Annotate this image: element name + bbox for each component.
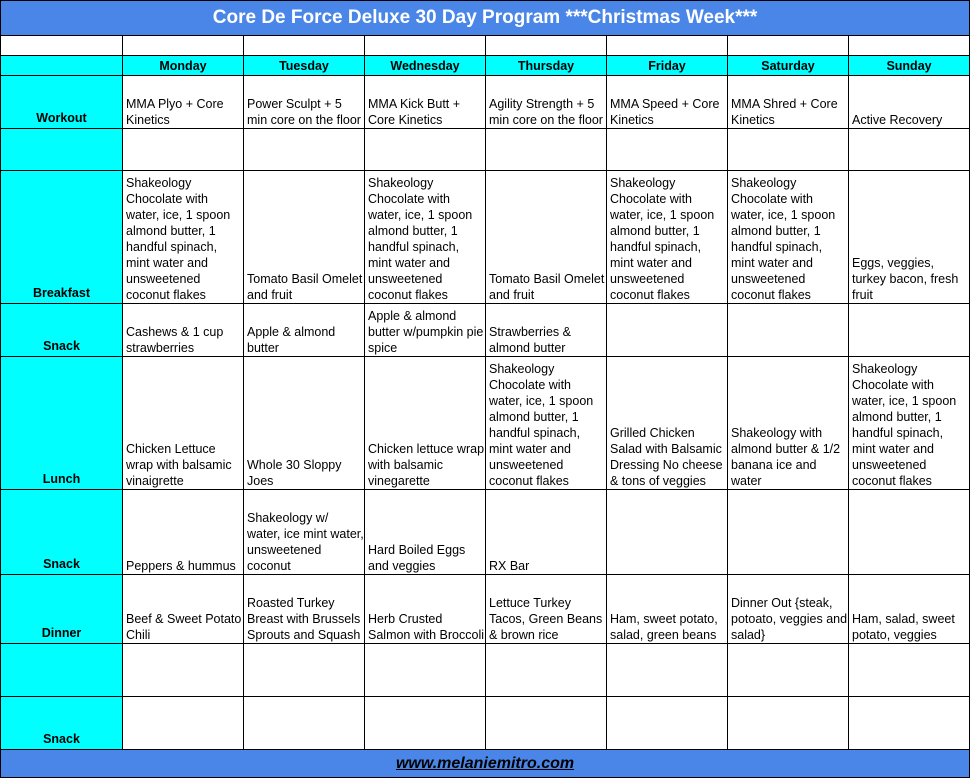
- cell-breakfast-tuesday[interactable]: Tomato Basil Omelet and fruit: [244, 171, 365, 304]
- cell-breakfast-monday[interactable]: Shakeology Chocolate with water, ice, 1 spoon almond butter, 1 handful spinach, mint water and unsweetened coconut flakes: [123, 171, 244, 304]
- day-header-thursday[interactable]: Thursday: [486, 56, 607, 76]
- cell-empty[interactable]: [244, 36, 365, 56]
- cell-blank-saturday[interactable]: [728, 129, 849, 171]
- cell-breakfast-saturday[interactable]: Shakeology Chocolate with water, ice, 1 spoon almond butter, 1 handful spinach, mint water and unsweetened coconut flakes: [728, 171, 849, 304]
- cell-lunch-tuesday[interactable]: Whole 30 Sloppy Joes: [244, 357, 365, 490]
- cell-dinner-tuesday[interactable]: Roasted Turkey Breast with Brussels Sprouts and Squash: [244, 575, 365, 644]
- cell-blank2-sunday[interactable]: [849, 644, 970, 697]
- cell-workout-tuesday[interactable]: Power Sculpt + 5 min core on the floor: [244, 76, 365, 129]
- cell-blank-thursday[interactable]: [486, 129, 607, 171]
- cell-lunch-wednesday[interactable]: Chicken lettuce wrap with balsamic vinegarette: [365, 357, 486, 490]
- cell-blank-monday[interactable]: [123, 129, 244, 171]
- row-label-snack[interactable]: Snack: [1, 304, 123, 357]
- cell-blank-tuesday[interactable]: [244, 129, 365, 171]
- cell-snack2-tuesday[interactable]: Shakeology w/ water, ice mint water, unsweetened coconut: [244, 490, 365, 575]
- cell-snack2-wednesday[interactable]: Hard Boiled Eggs and veggies: [365, 490, 486, 575]
- footer-cell[interactable]: [1, 750, 970, 778]
- row-label-snack[interactable]: Snack: [1, 490, 123, 575]
- day-header-row: [1, 56, 970, 76]
- cell-snack3-friday[interactable]: [607, 697, 728, 750]
- cell-lunch-thursday[interactable]: Shakeology Chocolate with water, ice, 1 spoon almond butter, 1 handful spinach, mint water and unsweetened coconut flakes: [486, 357, 607, 490]
- day-header-wednesday[interactable]: Wednesday: [365, 56, 486, 76]
- cell-blank2-friday[interactable]: [607, 644, 728, 697]
- cell-snack2-saturday[interactable]: [728, 490, 849, 575]
- website-link[interactable]: www.melaniemitro.com: [395, 754, 575, 772]
- cell-lunch-saturday[interactable]: Shakeology with almond butter & 1/2 banana ice and water: [728, 357, 849, 490]
- cell-snack2-monday[interactable]: Peppers & hummus: [123, 490, 244, 575]
- cell-snack3-thursday[interactable]: [486, 697, 607, 750]
- row-dinner: [1, 575, 970, 644]
- day-header-saturday[interactable]: Saturday: [728, 56, 849, 76]
- cell-blank2-tuesday[interactable]: [244, 644, 365, 697]
- cell-empty[interactable]: [849, 36, 970, 56]
- footer-row: [1, 750, 970, 778]
- row-label-breakfast[interactable]: Breakfast: [1, 171, 123, 304]
- row-label-workout[interactable]: Workout: [1, 76, 123, 129]
- cell-empty[interactable]: [607, 36, 728, 56]
- row-breakfast: [1, 171, 970, 304]
- cell-snack1-monday[interactable]: Cashews & 1 cup strawberries: [123, 304, 244, 357]
- cell-workout-thursday[interactable]: Agility Strength + 5 min core on the floor: [486, 76, 607, 129]
- row-snack-3: [1, 697, 970, 750]
- cell-snack1-sunday[interactable]: [849, 304, 970, 357]
- cell-blank2-thursday[interactable]: [486, 644, 607, 697]
- cell-dinner-sunday[interactable]: Ham, salad, sweet potato, veggies: [849, 575, 970, 644]
- cell-blank2-saturday[interactable]: [728, 644, 849, 697]
- cell-empty[interactable]: [1, 36, 123, 56]
- cell-snack2-sunday[interactable]: [849, 490, 970, 575]
- day-header-friday[interactable]: Friday: [607, 56, 728, 76]
- cell-snack1-friday[interactable]: [607, 304, 728, 357]
- row-label-blank[interactable]: [1, 129, 123, 171]
- cell-lunch-sunday[interactable]: Shakeology Chocolate with water, ice, 1 spoon almond butter, 1 handful spinach, mint water and unsweetened coconut flakes: [849, 357, 970, 490]
- day-header-monday[interactable]: Monday: [123, 56, 244, 76]
- cell-empty[interactable]: [486, 36, 607, 56]
- cell-blank-wednesday[interactable]: [365, 129, 486, 171]
- row-blank: [1, 129, 970, 171]
- cell-lunch-monday[interactable]: Chicken Lettuce wrap with balsamic vinaigrette: [123, 357, 244, 490]
- cell-workout-saturday[interactable]: MMA Shred + Core Kinetics: [728, 76, 849, 129]
- cell-workout-monday[interactable]: MMA Plyo + Core Kinetics: [123, 76, 244, 129]
- row-label-snack[interactable]: Snack: [1, 697, 123, 750]
- cell-snack3-sunday[interactable]: [849, 697, 970, 750]
- day-header-sunday[interactable]: Sunday: [849, 56, 970, 76]
- header-corner[interactable]: [1, 56, 123, 76]
- cell-breakfast-sunday[interactable]: Eggs, veggies, turkey bacon, fresh fruit: [849, 171, 970, 304]
- cell-breakfast-friday[interactable]: Shakeology Chocolate with water, ice, 1 spoon almond butter, 1 handful spinach, mint water and unsweetened coconut flakes: [607, 171, 728, 304]
- cell-workout-wednesday[interactable]: MMA Kick Butt + Core Kinetics: [365, 76, 486, 129]
- cell-blank2-wednesday[interactable]: [365, 644, 486, 697]
- cell-snack1-saturday[interactable]: [728, 304, 849, 357]
- row-snack-2: [1, 490, 970, 575]
- cell-snack1-thursday[interactable]: Strawberries & almond butter: [486, 304, 607, 357]
- cell-snack3-saturday[interactable]: [728, 697, 849, 750]
- row-workout: [1, 76, 970, 129]
- cell-dinner-friday[interactable]: Ham, sweet potato, salad, green beans: [607, 575, 728, 644]
- cell-blank2-monday[interactable]: [123, 644, 244, 697]
- cell-dinner-thursday[interactable]: Lettuce Turkey Tacos, Green Beans & brown rice: [486, 575, 607, 644]
- cell-dinner-saturday[interactable]: Dinner Out {steak, potoato, veggies and salad}: [728, 575, 849, 644]
- cell-workout-friday[interactable]: MMA Speed + Core Kinetics: [607, 76, 728, 129]
- cell-workout-sunday[interactable]: Active Recovery: [849, 76, 970, 129]
- row-lunch: [1, 357, 970, 490]
- cell-blank-friday[interactable]: [607, 129, 728, 171]
- row-snack-1: [1, 304, 970, 357]
- cell-snack2-thursday[interactable]: RX Bar: [486, 490, 607, 575]
- cell-breakfast-wednesday[interactable]: Shakeology Chocolate with water, ice, 1 spoon almond butter, 1 handful spinach, mint water and unsweetened coconut flakes: [365, 171, 486, 304]
- cell-blank-sunday[interactable]: [849, 129, 970, 171]
- cell-snack1-tuesday[interactable]: Apple & almond butter: [244, 304, 365, 357]
- cell-breakfast-thursday[interactable]: Tomato Basil Omelet and fruit: [486, 171, 607, 304]
- cell-snack3-monday[interactable]: [123, 697, 244, 750]
- row-label-dinner[interactable]: Dinner: [1, 575, 123, 644]
- cell-dinner-wednesday[interactable]: Herb Crusted Salmon with Broccoli: [365, 575, 486, 644]
- cell-dinner-monday[interactable]: Beef & Sweet Potato Chili: [123, 575, 244, 644]
- row-blank-2: [1, 644, 970, 697]
- row-label-blank[interactable]: [1, 644, 123, 697]
- cell-snack1-wednesday[interactable]: Apple & almond butter w/pumpkin pie spice: [365, 304, 486, 357]
- day-header-tuesday[interactable]: Tuesday: [244, 56, 365, 76]
- cell-empty[interactable]: [123, 36, 244, 56]
- cell-snack3-wednesday[interactable]: [365, 697, 486, 750]
- spacer-row: [1, 36, 970, 56]
- cell-snack3-tuesday[interactable]: [244, 697, 365, 750]
- cell-snack2-friday[interactable]: [607, 490, 728, 575]
- row-label-lunch[interactable]: Lunch: [1, 357, 123, 490]
- page-title[interactable]: Core De Force Deluxe 30 Day Program ***Christmas Week***: [1, 1, 970, 36]
- cell-empty[interactable]: [728, 36, 849, 56]
- cell-empty[interactable]: [365, 36, 486, 56]
- cell-lunch-friday[interactable]: Grilled Chicken Salad with Balsamic Dressing No cheese & tons of veggies: [607, 357, 728, 490]
